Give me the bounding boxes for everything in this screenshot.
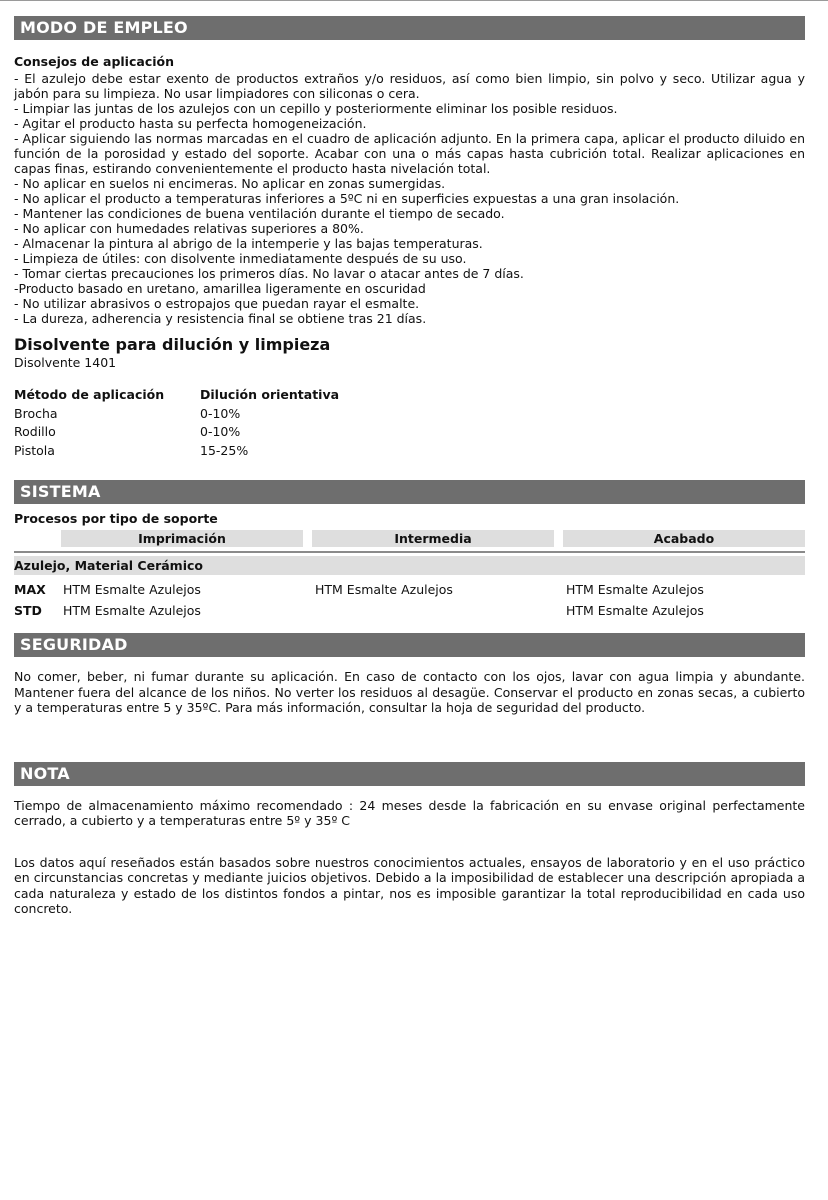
seguridad-text: No comer, beber, ni fumar durante su aplicación. En caso de contacto con los ojos, lavar con agua limpia y abundante. Mantener fuera del alcance de los niños. No verter los residuos al desagüe. Conservar el producto en zonas secas, a cubierto y a temperaturas entre 5 y 35ºC. Para más información, consultar la hoja de seguridad del producto. [14,669,805,715]
consejos-heading: Consejos de aplicación [14,54,174,69]
sistema-row-max [14,579,805,600]
consejo-item: - La dureza, adherencia y resistencia final se obtiene tras 21 días. [14,311,427,326]
section-header-modo-empleo: MODO DE EMPLEO [14,16,805,40]
section-header-seguridad: SEGURIDAD [14,633,805,657]
disolvente-heading: Disolvente para dilución y limpieza [14,335,331,354]
consejo-item: - El azulejo debe estar exento de productos extraños y/o residuos, así como bien limpio, sin polvo y seco. Utilizar agua y jabón para su limpieza. No usar limpiadores con siliconas o cera. [14,71,805,101]
top-rule [0,0,828,1]
dilucion-header-row [14,386,805,405]
dilucion-row [14,423,805,442]
dilucion-metodo: Brocha [14,405,58,421]
cell-intermedia: HTM Esmalte Azulejos [315,582,453,597]
level-label: STD [14,603,42,618]
column-header-acabado: Acabado [563,530,805,547]
dilucion-metodo: Rodillo [14,424,56,439]
dilucion-row [14,442,805,461]
disolvente-name: Disolvente 1401 [14,355,117,370]
sistema-subtitle: Procesos por tipo de soporte [14,511,218,526]
dilucion-header-dilucion: Dilución orientativa [200,387,340,402]
consejo-item: - Agitar el producto hasta su perfecta homogeneización. [14,116,367,131]
consejo-item: - Limpieza de útiles: con disolvente inmediatamente después de su uso. [14,251,467,266]
consejo-item: - No aplicar con humedades relativas superiores a 80%. [14,221,364,236]
sistema-row-std [14,600,805,621]
dilucion-row [14,405,805,424]
consejo-item: - No aplicar en suelos ni encimeras. No aplicar en zonas sumergidas. [14,176,446,191]
level-label: MAX [14,582,46,597]
consejos-list [14,71,805,326]
consejo-item: - No aplicar el producto a temperaturas inferiores a 5ºC ni en superficies expuestas a una gran insolación. [14,191,680,206]
section-header-nota: NOTA [14,762,805,786]
dilucion-valor: 15-25% [200,442,249,458]
column-header-imprimacion: Imprimación [61,530,303,547]
cell-imprimacion: HTM Esmalte Azulejos [63,582,201,597]
consejo-item: - Tomar ciertas precauciones los primeros días. No lavar o atacar antes de 7 días. [14,266,524,281]
dilucion-valor: 0-10% [200,424,241,439]
cell-imprimacion: HTM Esmalte Azulejos [63,603,201,618]
dilucion-valor: 0-10% [200,405,241,421]
nota-descargo: Los datos aquí reseñados están basados sobre nuestros conocimientos actuales, ensayos de laboratorio y en el uso práctico en circunstancias concretas y mediante juicios objetivos. Debido a la imposibilidad de establecer una descripción apropiada a cada naturaleza y estado de los distintos fondos a pintar, nos es imposible garantizar la total reproducibilidad en cada uso concreto. [14,854,805,916]
header-divider [14,551,805,553]
consejo-item: - No utilizar abrasivos o estropajos que puedan rayar el esmalte. [14,296,420,311]
consejo-item: - Mantener las condiciones de buena ventilación durante el tiempo de secado. [14,206,505,221]
sistema-column-headers [14,530,805,550]
document-page [14,16,805,917]
consejo-item: - Almacenar la pintura al abrigo de la intemperie y las bajas temperaturas. [14,236,483,251]
column-header-intermedia: Intermedia [312,530,554,547]
section-header-sistema: SISTEMA [14,480,805,504]
dilucion-header-metodo: Método de aplicación [14,387,165,402]
dilucion-table [14,386,805,460]
cell-acabado: HTM Esmalte Azulejos [566,582,704,597]
nota-almacenamiento: Tiempo de almacenamiento máximo recomendado : 24 meses desde la fabricación en su envase original perfectamente cerrado, a cubierto y a temperaturas entre 5º y 35º C [14,797,805,828]
soporte-group-row: Azulejo, Material Cerámico [14,556,805,575]
consejo-item: - Aplicar siguiendo las normas marcadas en el cuadro de aplicación adjunto. En la primera capa, aplicar el producto diluido en función de la porosidad y estado del soporte. Acabar con una o más capas hasta cubrición total. Realizar aplicaciones en capas finas, estirando convenientemente el producto hasta nivelación total. [14,131,805,176]
consejo-item: -Producto basado en uretano, amarillea ligeramente en oscuridad [14,281,426,296]
consejo-item: - Limpiar las juntas de los azulejos con un cepillo y posteriormente eliminar los posible residuos. [14,101,618,116]
cell-acabado: HTM Esmalte Azulejos [566,603,704,618]
dilucion-metodo: Pistola [14,442,55,458]
